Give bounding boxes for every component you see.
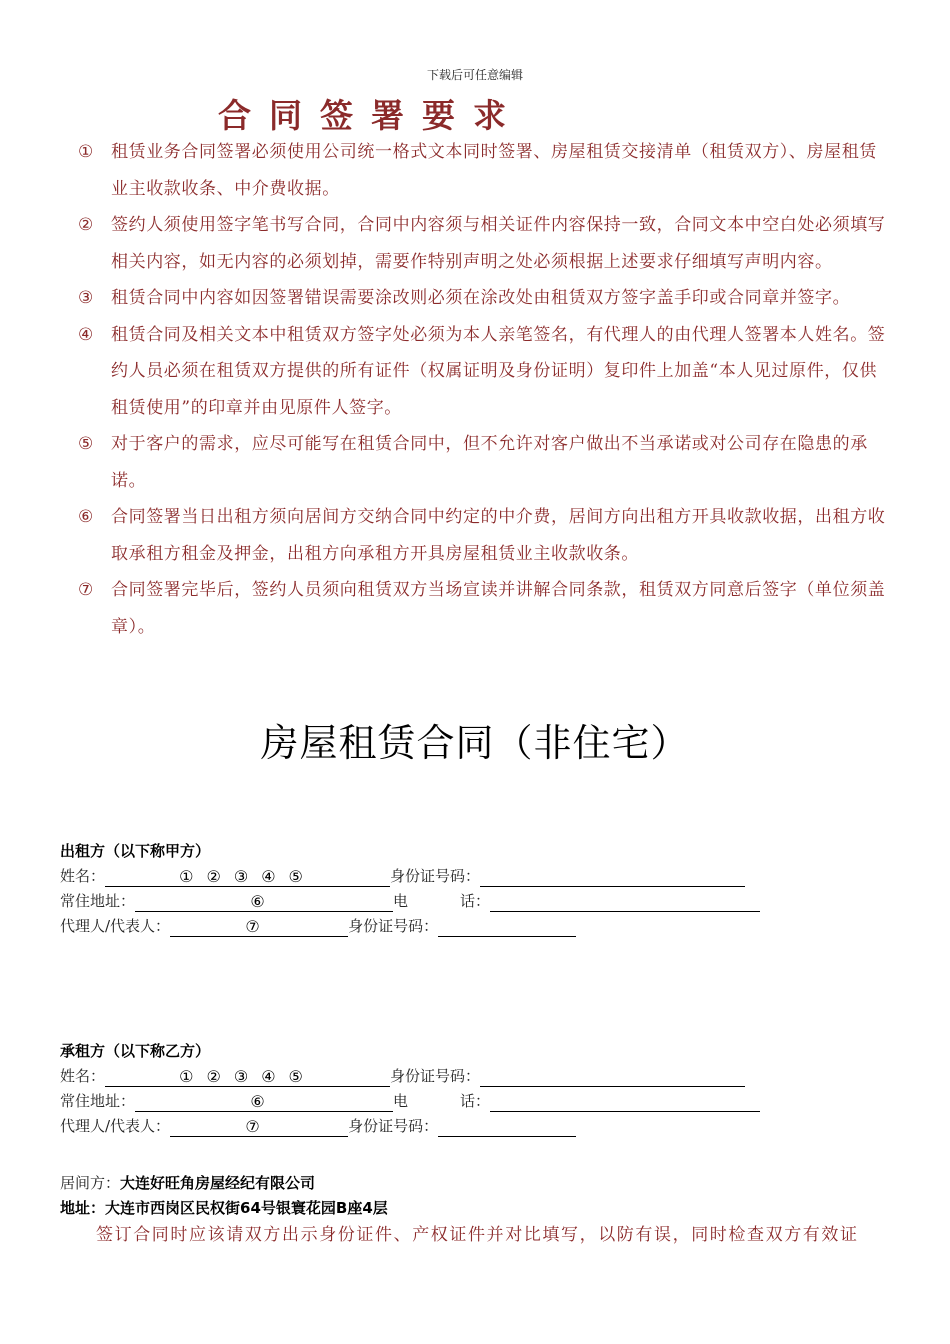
broker-name: 大连好旺角房屋经纪有限公司 (120, 1174, 316, 1192)
agent-id-label: 身份证号码： (348, 917, 439, 935)
lessor-section (60, 840, 760, 937)
requirement-text: 签约人须使用签字笔书写合同，合同中内容须与相关证件内容保持一致，合同文本中空白处必须填写相关内容，如无内容的必须划掉，需要作特别声明之处必须根据上述要求仔细填写声明内容。 (111, 215, 886, 272)
id-label: 身份证号码： (390, 1067, 481, 1085)
broker-address-label: 地址： (60, 1199, 106, 1217)
agent-label: 代理人/代表人： (60, 1117, 171, 1135)
broker-label: 居间方： (60, 1174, 121, 1192)
phone-label: 话： (460, 1092, 491, 1110)
lessee-agent-row (60, 1115, 760, 1137)
requirement-item (78, 499, 888, 572)
requirement-number: ② (78, 215, 94, 235)
agent-label: 代理人/代表人： (60, 917, 171, 935)
requirement-text: 租赁合同中内容如因签署错误需要涂改则必须在涂改处由租赁双方签字盖手印或合同章并签字。 (111, 288, 851, 308)
address-label: 常住地址： (60, 1092, 136, 1110)
requirement-text: 对于客户的需求，应尽可能写在租赁合同中，但不允许对客户做出不当承诺或对公司存在隐患的承诺。 (111, 434, 868, 491)
phone-label: 话： (460, 892, 491, 910)
lessee-name-field[interactable]: ①②③④⑤ (105, 1068, 390, 1087)
requirement-number: ⑦ (78, 580, 94, 600)
lessor-address-field[interactable]: ⑥ (135, 893, 393, 912)
requirement-item (78, 280, 888, 317)
lessor-address-row (60, 890, 760, 912)
phone-label: 电 (393, 892, 409, 910)
requirement-item (78, 426, 888, 499)
requirement-text: 合同签署当日出租方须向居间方交纳合同中约定的中介费，居间方向出租方开具收款收据，出租方收取承租方租金及押金，出租方向承租方开具房屋租赁业主收款收条。 (111, 507, 886, 564)
lessee-heading: 承租方（以下称乙方） (60, 1042, 211, 1060)
requirements-title: 合同签署要求 (218, 96, 524, 135)
requirement-item (78, 207, 888, 280)
address-label: 常住地址： (60, 892, 136, 910)
broker-address: 大连市西岗区民权街64号银寰花园B座4层 (105, 1199, 388, 1217)
lessor-name-row (60, 865, 760, 887)
requirement-number: ⑥ (78, 507, 94, 527)
lessee-id-field[interactable] (480, 1068, 745, 1087)
contract-title: 房屋租赁合同（非住宅） (260, 721, 690, 765)
agent-id-label: 身份证号码： (348, 1117, 439, 1135)
lessor-heading: 出租方（以下称甲方） (60, 842, 211, 860)
requirement-number: ⑤ (78, 434, 94, 454)
requirement-number: ③ (78, 288, 94, 308)
lessee-agent-field[interactable]: ⑦ (170, 1118, 348, 1137)
lessee-address-row (60, 1090, 760, 1112)
id-label: 身份证号码： (390, 867, 481, 885)
broker-name-row (60, 1172, 315, 1193)
requirement-text: 租赁合同及相关文本中租赁双方签字处必须为本人亲笔签名，有代理人的由代理人签署本人姓名。签约人员必须在租赁双方提供的所有证件（权属证明及身份证明）复印件上加盖“本人见过原件，仅供租赁使用”的印章并由见原件人签字。 (111, 324, 886, 418)
requirement-number: ① (78, 142, 94, 162)
lessee-section (60, 1040, 760, 1137)
requirement-text: 租赁业务合同签署必须使用公司统一格式文本同时签署、房屋租赁交接清单（租赁双方）、房屋租赁业主收款收条、中介费收据。 (111, 142, 877, 199)
lessee-phone-field[interactable] (490, 1093, 760, 1112)
lessee-agent-id-field[interactable] (438, 1118, 576, 1137)
requirement-item (78, 572, 888, 645)
lessor-agent-id-field[interactable] (438, 918, 576, 937)
lessor-phone-field[interactable] (490, 893, 760, 912)
footer-note: 签订合同时应该请双方出示身份证件、产权证件并对比填写，以防有误，同时检查双方有效证 (96, 1225, 859, 1245)
name-label: 姓名： (60, 867, 106, 885)
lessee-name-row (60, 1065, 760, 1087)
requirement-number: ④ (78, 324, 94, 345)
name-label: 姓名： (60, 1067, 106, 1085)
header-note: 下载后可任意编辑 (426, 68, 523, 82)
requirement-text: 合同签署完毕后，签约人员须向租赁双方当场宣读并讲解合同条款，租赁双方同意后签字（单位须盖章）。 (111, 580, 886, 637)
lessee-address-field[interactable]: ⑥ (135, 1093, 393, 1112)
requirements-list (78, 134, 888, 645)
lessor-agent-field[interactable]: ⑦ (170, 918, 348, 937)
lessor-id-field[interactable] (480, 868, 745, 887)
requirement-item (78, 134, 888, 207)
lessor-name-field[interactable]: ①②③④⑤ (105, 868, 390, 887)
broker-address-row (60, 1197, 388, 1218)
requirement-item (78, 317, 888, 427)
phone-label: 电 (393, 1092, 409, 1110)
lessor-agent-row (60, 915, 760, 937)
